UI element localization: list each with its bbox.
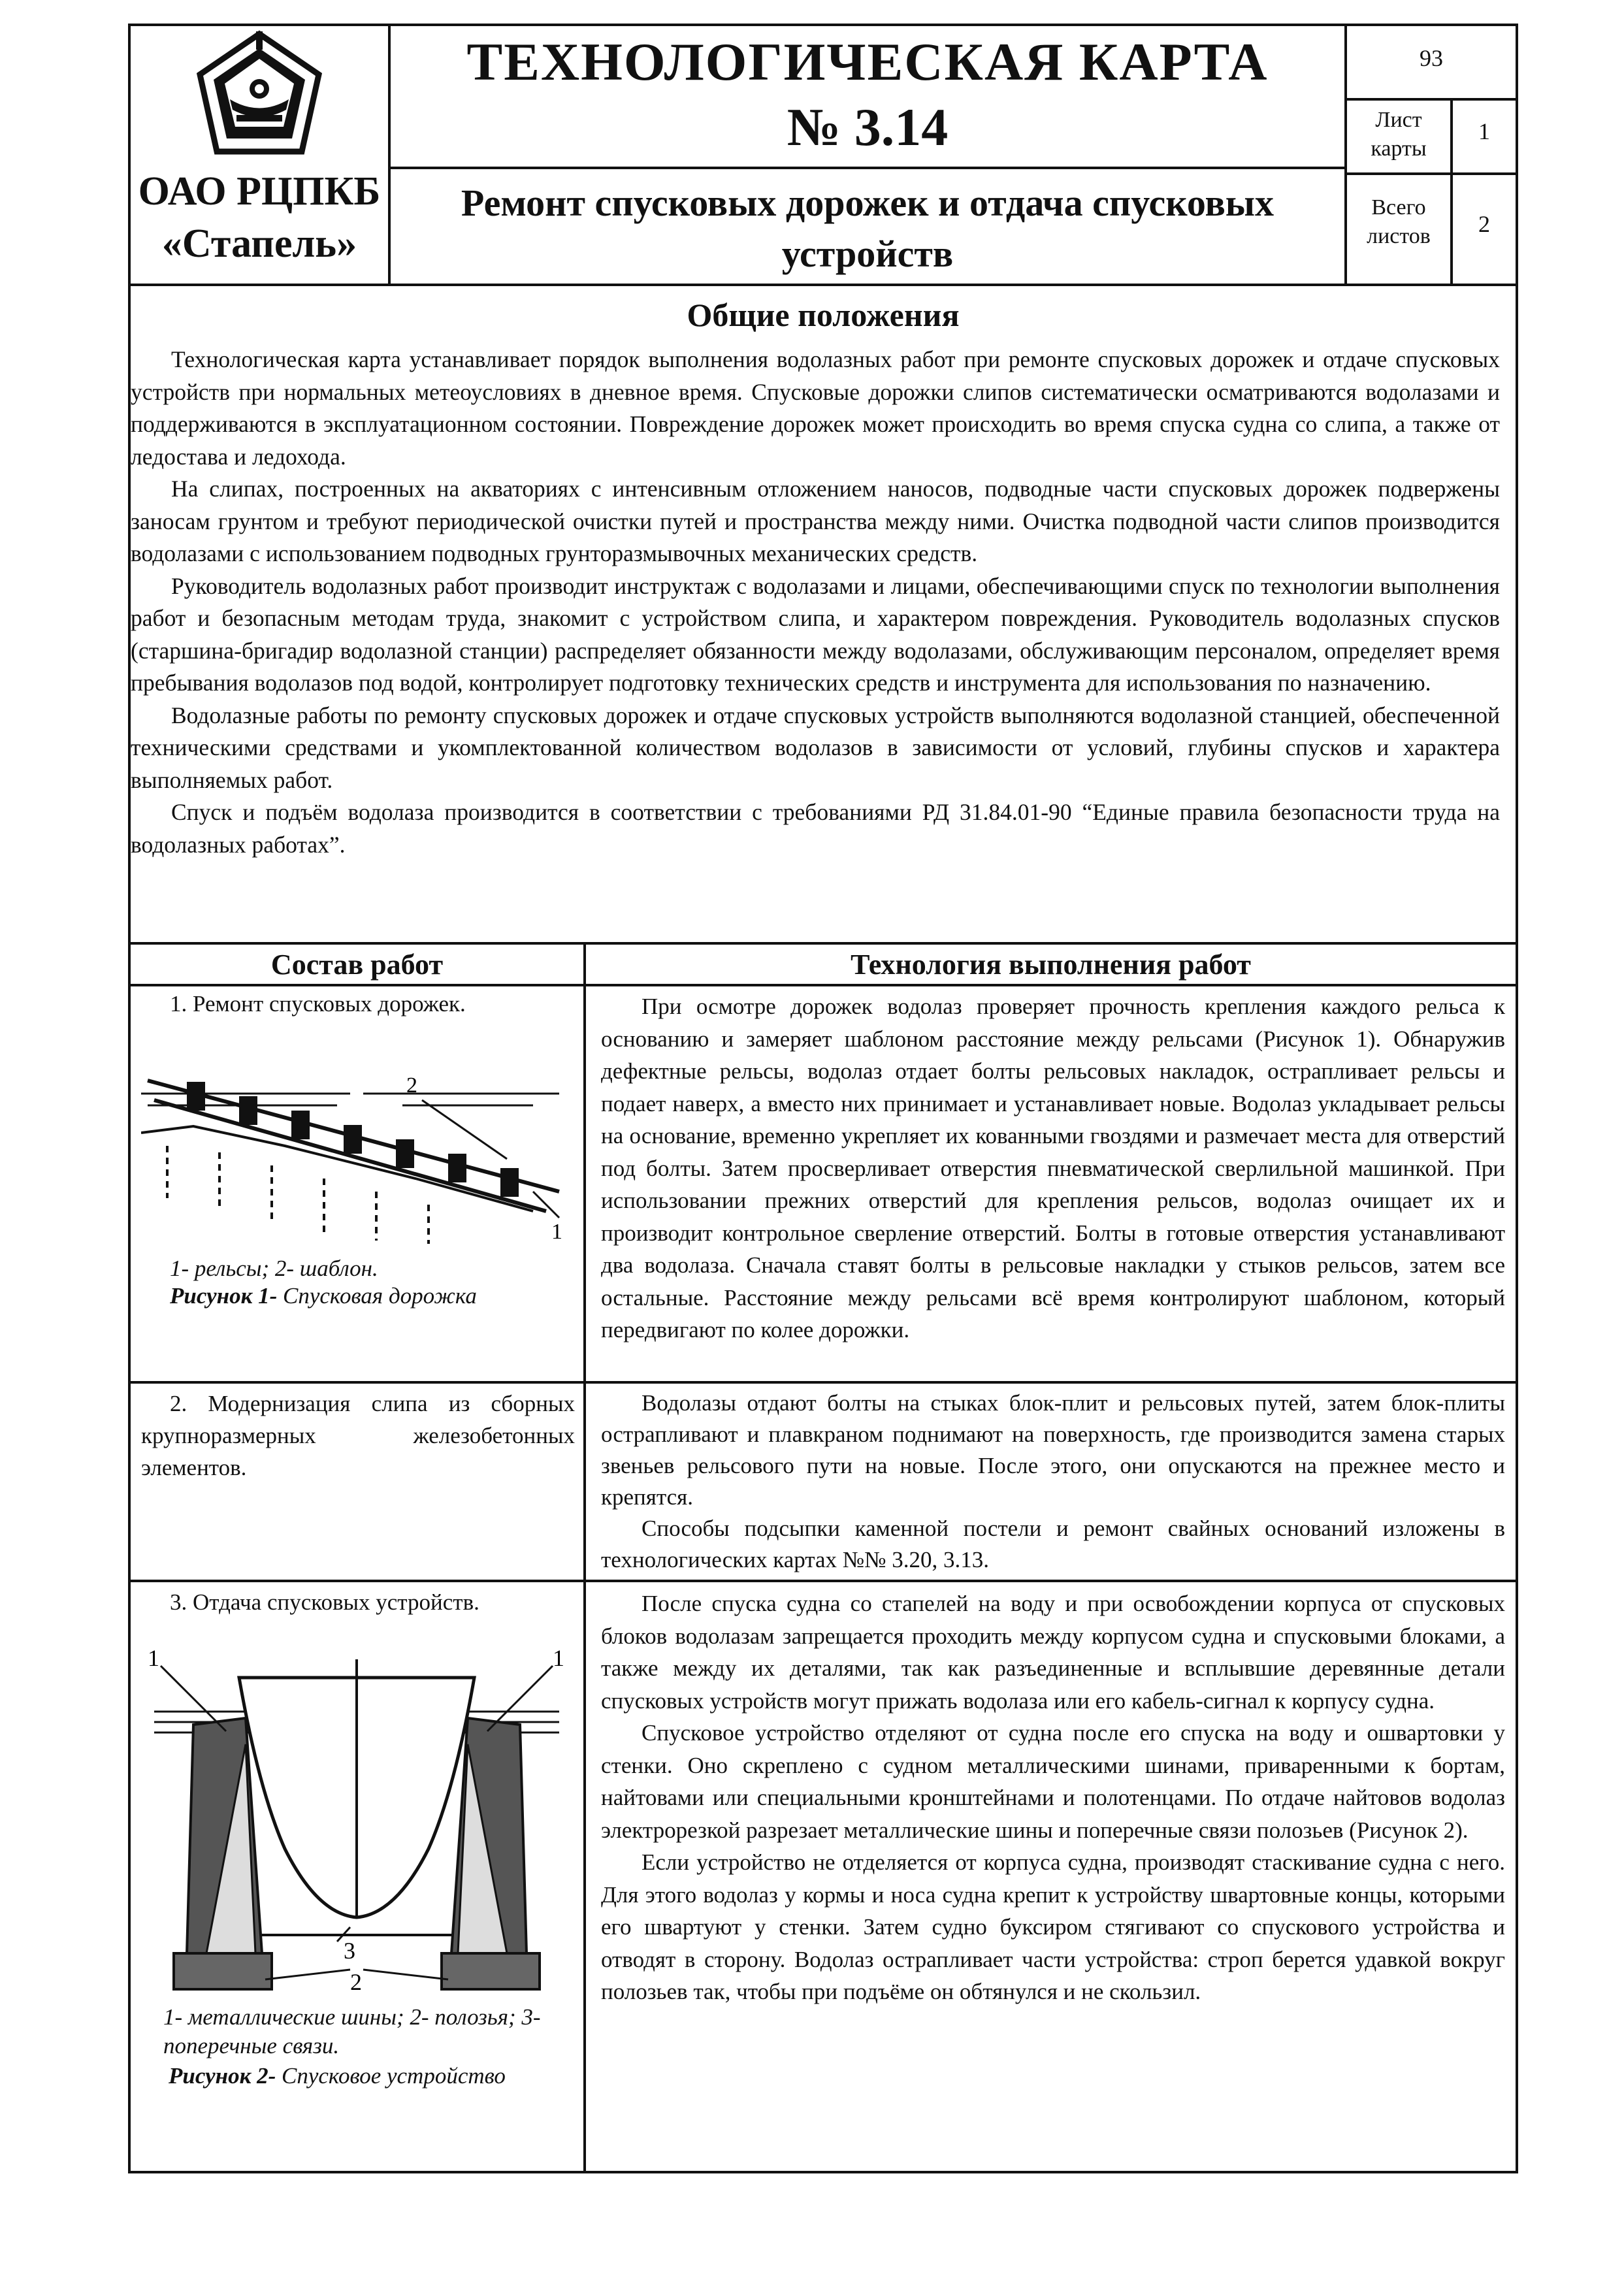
document-title: ТЕХНОЛОГИЧЕСКАЯ КАРТА <box>466 32 1269 91</box>
row1-paragraph: При осмотре дорожек водолаз проверяет прочность крепления каждого рельса к основанию и замеряет шаблоном расстояние между рельсами (Рисунок 1). Обнаружив дефектные рельсы, водолаз отдает болты рельсовых накладок, острапливает рельсы и подает наверх, а вместо них принимает и устанавливает новые. Водолаз укладывает рельсы на основание, временно укрепляет их кованными гвоздями и размечает места для отверстий под болты. Затем просверливает отверстия пневматической сверлильной машинкой. При использовании прежних отверстий для крепления рельсов, водолаз очищает их и производит контрольное сверление отверстий. Болты в готовые отверстия устанавливают два водолаза. Сначала ставят болты в рельсовые накладки у стыков рельсов, затем все остальные. Расстояние между рельсами всё время контролируют шаблоном, который передвигают по колее дорожки. <box>601 994 1505 1342</box>
total-label-line2: листов <box>1367 224 1431 248</box>
row2-technology <box>601 1388 1505 1576</box>
row3-paragraph: После спуска судна со стапелей на воду и при освобождении корпуса от спусковых блоков водолазам запрещается проходить между корпусом судна и спусковыми блоками, а также между их деталями, так как разъединенные и всплывшие деревянные детали спусковых устройств могут прижать водолаза или его кабель-сигнал к корпусу судна. <box>601 1591 1505 1714</box>
header-divider-sheet <box>1344 172 1518 175</box>
general-text <box>131 344 1500 861</box>
table-row2-border <box>128 1580 1518 1582</box>
sheet-label-line1: Лист <box>1375 108 1422 132</box>
table-top-border <box>128 942 1518 945</box>
figure-2-callout-ties: 3 <box>344 1938 355 1964</box>
row3-paragraph: Спусковое устройство отделяют от судна после его спуска на воду и ошвартовки у стенки. Оно скреплено с судном металлическими шинами, приваренными к бортам, найтовами или специальными кронштейнами и полотенцами. По отдаче найтовов водолаз электрорезкой разрезает металлические шины и поперечные связи полозьев (Рисунок 2). <box>601 1720 1505 1843</box>
row2-paragraph: Способы подсыпки каменной постели и ремонт свайных оснований изложены в технологических картах №№ 3.20, 3.13. <box>601 1516 1505 1572</box>
figure-1-caption-label: Рисунок 1- <box>170 1283 278 1309</box>
column-header-technology: Технология выполнения работ <box>851 949 1251 981</box>
org-block <box>131 26 388 284</box>
sheet-label-line2: карты <box>1371 137 1427 161</box>
total-sheets-value: 2 <box>1478 211 1490 237</box>
table-column-divider <box>583 942 586 2173</box>
company-logo <box>191 29 328 159</box>
general-paragraph: Руководитель водолазных работ производит инструктаж с водолазами и лицами, обеспечивающими спуск по технологии выполнения работ и безопасным методам труда, знакомит с устройством слипа, и характером повреждения. Руководитель водолазных спусков (старшина-бригадир водолазной станции) распределяет обязанности между водолазами, обслуживающим персоналом, определяет время пребывания водолазов под водой, контролирует подготовку технических средств и инструмента для использования по назначению. <box>131 572 1500 696</box>
row3-paragraph: Если устройство не отделяется от корпуса судна, производят стаскивание судна с него. Для этого водолаз у кормы и носа судна крепит к устройству швартовные концы, которыми его швартуют у стенки. Затем судно буксиром стягивают со спускового устройства и отводят в сторону. Водолаз острапливает части устройства: строп берется удавкой вокруг полозьев так, чтобы при подъёме он обтянулся и не скользил. <box>601 1849 1505 2004</box>
row3-technology <box>601 1587 1505 2008</box>
header-bottom-border <box>128 284 1518 286</box>
frame-right-border <box>1516 24 1518 2173</box>
general-paragraph: Технологическая карта устанавливает порядок выполнения водолазных работ при ремонте спусковых дорожек и отдаче спусковых устройств при нормальных метеоусловиях в дневное время. Спусковые дорожки слипов систематически осматриваются водолазами и поддерживаются в эксплуатационном состоянии. Повреждение дорожек может происходить во время спуска судна со слипа, а также от ледостава и ледохода. <box>131 346 1500 470</box>
card-subtitle-line1: Ремонт спусковых дорожек и отдача спусковых <box>461 182 1275 224</box>
figure-2-callout-shin-right: 1 <box>553 1645 564 1671</box>
frame-bottom-border <box>128 2171 1518 2173</box>
figure-1-callout-rail: 1 <box>551 1220 562 1244</box>
total-sheets-label <box>1347 193 1450 251</box>
figure-1-slipway-track <box>141 1054 572 1244</box>
general-paragraph: Водолазные работы по ремонту спусковых дорожек и отдаче спусковых устройств выполняются водолазной станцией, обеспеченной техническими средствами и укомплектованной количеством водолазов в зависимости от условий, глубины спусков и характера выполняемых работ. <box>131 702 1500 793</box>
figure-2-callout-runners: 2 <box>350 1969 362 1992</box>
general-heading: Общие положения <box>687 297 960 333</box>
header-divider-title <box>388 167 1346 169</box>
figure-1-legend: 1- рельсы; 2- шаблон. <box>170 1256 378 1281</box>
row2-title: 2. Модернизация слипа из сборных крупноразмерных железобетонных элементов. <box>141 1391 575 1480</box>
table-header-border <box>128 984 1518 986</box>
total-label-line1: Всего <box>1371 195 1426 220</box>
card-subtitle-line2: устройств <box>781 233 954 275</box>
page-number: 93 <box>1420 45 1443 71</box>
header-divider-page <box>1344 98 1518 101</box>
org-subname: «Стапель» <box>161 221 357 266</box>
row2-paragraph: Водолазы отдают болты на стыках блок-плит и рельсовых путей, затем блок-плиты острапливают и плавкраном поднимают на поверхность, где производится замена старых звеньев рельсового пути на новые. После этого, они опускаются на прежнее место и крепятся. <box>601 1390 1505 1510</box>
figure-1-callout-template: 2 <box>406 1073 417 1098</box>
row3-title: 3. Отдача спусковых устройств. <box>170 1589 479 1615</box>
column-header-works: Состав работ <box>270 949 444 981</box>
card-number: № 3.14 <box>787 97 949 157</box>
sheet-value: 1 <box>1478 118 1490 144</box>
org-name: ОАО РЦПКБ <box>138 169 381 214</box>
figure-2-caption-label: Рисунок 2- <box>169 2063 276 2089</box>
sheet-label <box>1347 106 1450 163</box>
row1-title: 1. Ремонт спусковых дорожек. <box>170 991 466 1016</box>
figure-2-callout-shin-left: 1 <box>148 1645 159 1671</box>
table-row1-border <box>128 1381 1518 1384</box>
figure-2-caption-text: Спусковое устройство <box>276 2063 506 2089</box>
figure-1-caption <box>170 1282 575 1310</box>
general-paragraph: Спуск и подъём водолаза производится в соответствии с требованиями РД 31.84.01-90 “Единые правила безопасности труда на водолазных работах”. <box>131 799 1500 858</box>
figure-2-launching-device <box>148 1640 566 1992</box>
figure-1-caption-text: Спусковая дорожка <box>277 1283 477 1309</box>
row1-technology <box>601 990 1505 1346</box>
figure-2-legend: 1- металлические шины; 2- полозья; 3- поперечные связи. <box>163 2004 541 2058</box>
general-paragraph: На слипах, построенных на акваториях с интенсивным отложением наносов, подводные части спусковых дорожек подвержены заносам грунтом и требуют периодической очистки путей и пространства между ними. Очистка подводной части слипов производится водолазами с использованием подводных грунторазмывочных механических средств. <box>131 476 1500 566</box>
figure-2-caption <box>169 2062 581 2090</box>
